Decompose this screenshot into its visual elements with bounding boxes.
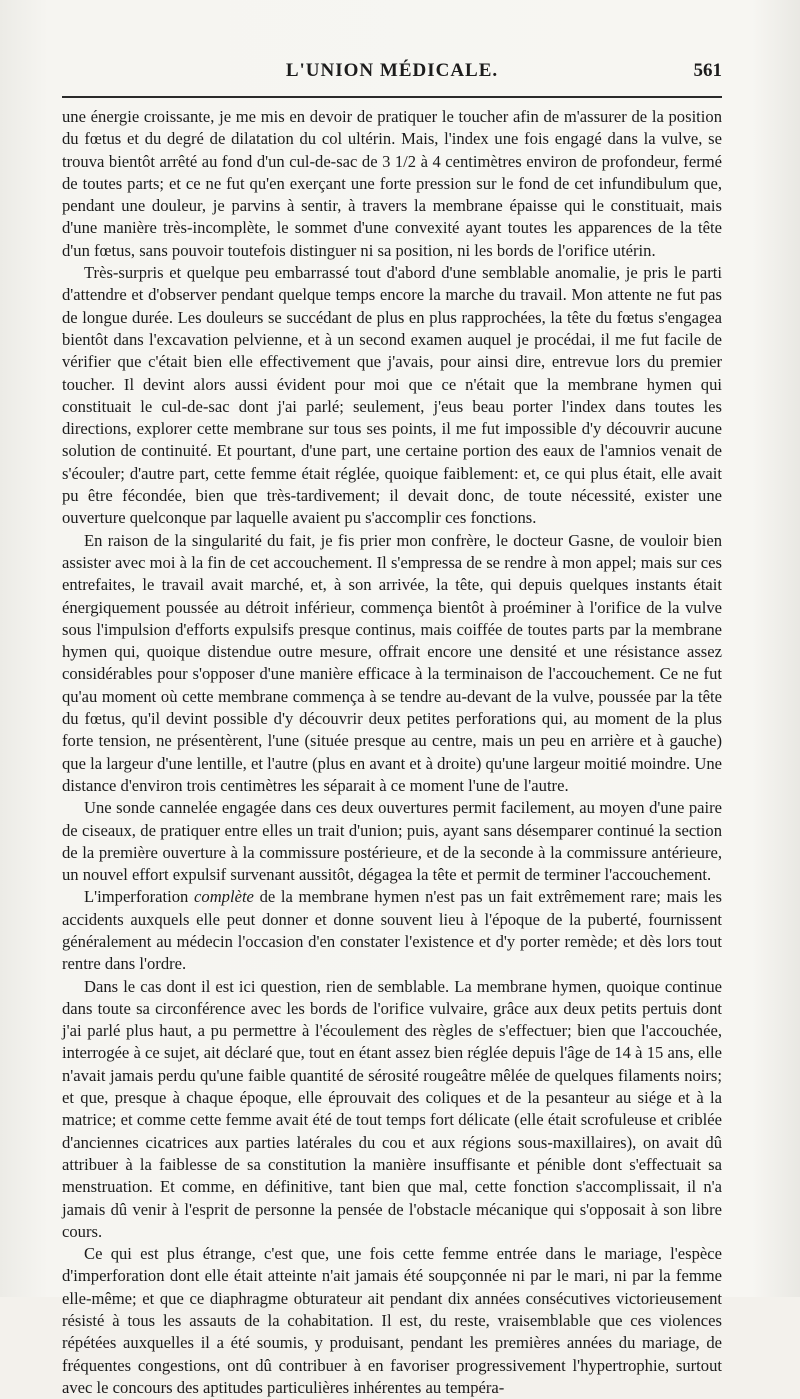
paragraph: Une sonde cannelée engagée dans ces deux ouvertures permit facilement, au moyen d'une paire de ciseaux, de pratiquer entre elles un trait d'union; puis, ayant sans désemparer continué la section de la première ouverture à la commissure postérieure, et de la seconde à la commissure antérieure, un nouvel effort expulsif survenant aussitôt, dégagea la tête et permit de terminer l'accouchement. — [62, 798, 722, 885]
paragraph: En raison de la singularité du fait, je fis prier mon confrère, le docteur Gasne, de vouloir bien assister avec moi à la fin de cet accouchement. Il s'empressa de se rendre à mon appel; mais sur ces entrefaites, le travail avait marché, et, à son arrivée, la tête, qui depuis quelques instants était énergiquement poussée au détroit inférieur, commença bientôt à proéminer à l'orifice de la vulve sous l'impulsion d'efforts expulsifs presque continus, mais coiffée de toutes parts par la membrane hymen qui, quoique distendue outre mesure, offrait encore une densité et une résistance assez considérables pour s'opposer d'une manière efficace à la terminaison de l'accouchement. Ce ne fut qu'au moment où cette membrane commença à se tendre au-devant de la vulve, poussée par la tête du fœtus, qu'il devint possible d'y découvrir deux petites perforations qui, au moment de la plus forte tension, ne présentèrent, l'une (située presque au centre, mais un peu en arrière et à gauche) que la largeur d'une lentille, et l'autre (plus en avant et à droite) qu'une largeur moitié moindre. Une distance d'environ trois centimètres les séparait à ce moment l'une de l'autre. — [62, 530, 722, 795]
paragraph: une énergie croissante, je me mis en devoir de pratiquer le toucher afin de m'assurer de la position du fœtus et du degré de dilatation du col ultérin. Mais, l'index une fois engagé dans la vulve, se trouva bientôt arrêté au fond d'un cul-de-sac de 3 1/2 à 4 centimètres environ de profondeur, fermé de toutes parts; et ce ne fut qu'en exerçant une forte pression sur le fond de cet infundibulum que, pendant une douleur, je parvins à sentir, à travers la membrane épaisse qui le constituait, mais d'une manière très-incomplète, le sommet d'une convexité ayant toutes les apparences de la tête d'un fœtus, sans pouvoir toutefois distinguer ni sa position, ni les bords de l'orifice utérin. — [62, 107, 722, 260]
body-text — [62, 106, 722, 1399]
header-rule — [62, 96, 722, 98]
paragraph: Très-surpris et quelque peu embarrassé tout d'abord d'une semblable anomalie, je pris le parti d'attendre et d'observer pendant quelque temps encore la marche du travail. Mon attente ne fut pas de longue durée. Les douleurs se succédant de plus en plus rapprochées, la tête du fœtus s'engagea bientôt dans l'excavation pelvienne, et à un second examen auquel je procédai, il me fut facile de vérifier que c'était bien elle effectivement que j'avais, pour ainsi dire, entrevue lors du premier toucher. Il devint alors aussi évident pour moi que ce n'était que la membrane hymen qui constituait le cul-de-sac dont j'ai parlé; seulement, j'eus beau porter l'index dans toutes les directions, explorer cette membrane sur tous ses points, il me fut impossible d'y découvrir aucune solution de continuité. Et pourtant, d'une part, une certaine portion des eaux de l'amnios venait de s'écouler; d'autre part, cette femme était réglée, quoique faiblement: et, ce qui plus était, elle avait pu être fécondée, bien que très-tardivement; il devait donc, de toute nécessité, exister une ouverture quelconque par laquelle avaient pu s'accomplir ces fonctions. — [62, 263, 722, 528]
page-number: 561 — [693, 60, 722, 81]
paragraph: Ce qui est plus étrange, c'est que, une fois cette femme entrée dans le mariage, l'espèce d'imperforation dont elle était atteinte n'ait jamais été soupçonnée ni par le mari, ni par la femme elle-même; et que ce diaphragme obturateur ait pendant dix années consécutives victorieusement résisté à tous les assauts de la cohabitation. Il est, du reste, vraisemblable que ces violences répétées auxquelles il a été soumis, y produisant, pendant les premières années du mariage, de fréquentes congestions, ont dû contribuer à en favoriser progressivement l'hypertrophie, surtout avec le concours des aptitudes particulières inhérentes au tempéra- — [62, 1244, 722, 1397]
paragraph: L'imperforation complète de la membrane hymen n'est pas un fait extrêmement rare; mais les accidents auxquels elle peut donner et donne souvent lieu à l'époque de la puberté, fournissent généralement au médecin l'occasion d'en constater l'existence et d'y porter remède; et dès lors tout rentre dans l'ordre. — [62, 887, 723, 974]
page-header — [62, 58, 722, 88]
running-title: L'UNION MÉDICALE. — [285, 60, 499, 81]
paragraph: Dans le cas dont il est ici question, rien de semblable. La membrane hymen, quoique continue dans toute sa circonférence avec les bords de l'orifice vulvaire, grâce aux deux petits pertuis dont j'ai parlé plus haut, a pu permettre à l'écoulement des règles de s'effectuer; bien que l'accouchée, interrogée à ce sujet, ait déclaré que, tout en étant assez bien réglée depuis l'âge de 14 à 15 ans, elle n'avait jamais perdu qu'une faible quantité de sérosité rougeâtre mêlée de quelques filaments noirs; et que, presque à chaque époque, elle éprouvait des coliques et de la pesanteur au siége et à la matrice; et comme cette femme avait été de tout temps fort délicate (elle était scrofuleuse et criblée d'anciennes cicatrices aux parties latérales du cou et aux régions sous-maxillaires), on avait dû attribuer à la faiblesse de sa constitution la manière insuffisante et pénible dont s'effectuait sa menstruation. Et comme, en définitive, tant bien que mal, cette fonction s'accomplissait, il n'a jamais dû venir à l'esprit de personne la pensée de l'obstacle mécanique qui s'opposait à son libre cours. — [62, 976, 722, 1241]
